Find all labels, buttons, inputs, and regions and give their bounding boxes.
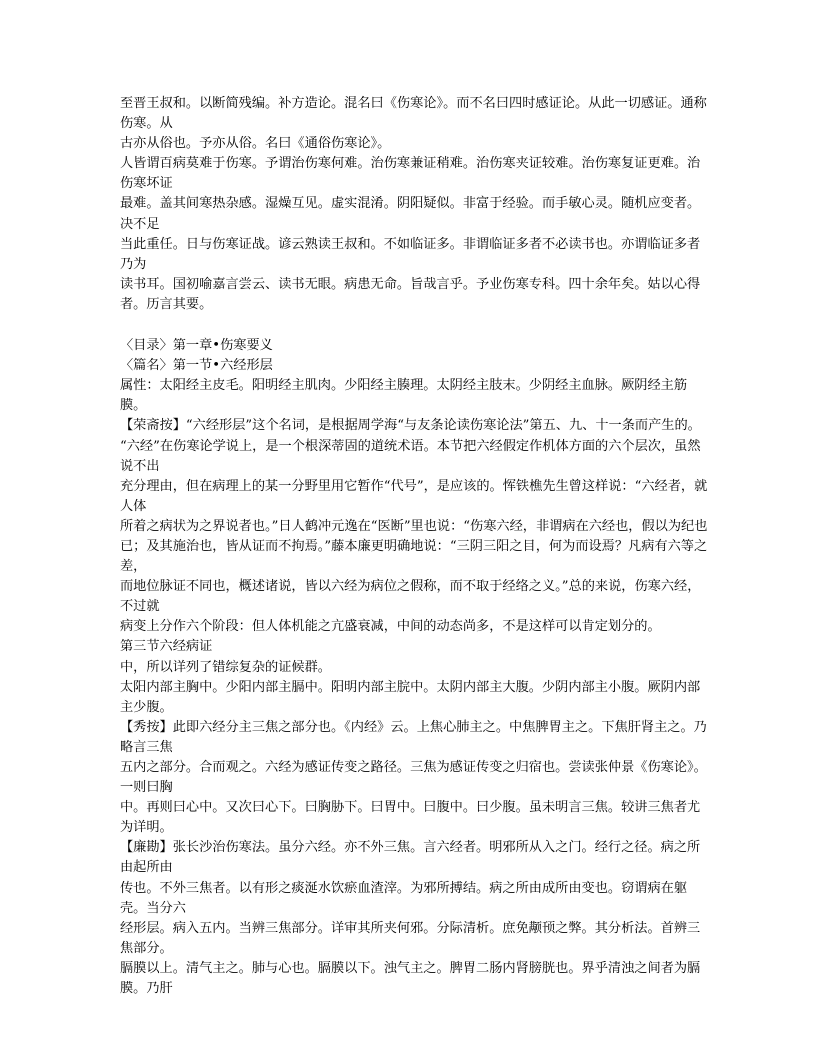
text-line: 而地位脉证不同也，概述诸说，皆以六经为病位之假称，而不取于经络之义。”总的来说，伤寒六经，不过就	[120, 579, 701, 615]
text-line: 【廉勘】张长沙治伤寒法。虽分六经。亦不外三焦。言六经者。明邪所从入之门。经行之径。病之所由起所由	[120, 840, 701, 876]
text-line: 人皆谓百病莫难于伤寒。予谓治伤寒何难。治伤寒兼证稍难。治伤寒夹证较难。治伤寒复证更难。治伤寒坏证	[120, 156, 701, 192]
text-line: 已；及其施治也，皆从证而不拘焉。”藤本廉更明确地说：“三阴三阳之目，何为而设焉？凡病有六等之差，	[120, 538, 708, 575]
text-line: 膈膜以上。清气主之。肺与心也。膈膜以下。浊气主之。脾胃二肠内肾膀胱也。界乎清浊之间者为膈膜。乃肝	[120, 960, 701, 997]
text-line: 经形层。病入五内。当辨三焦部分。详审其所夹何邪。分际清析。庶免颟顸之弊。其分析法。首辨三焦部分。	[120, 920, 701, 956]
text-line: 所着之病状为之界说者也。”日人鹤冲元逸在“医断”里也说：“伤寒六经，非谓病在六经也，假以为纪也	[120, 518, 708, 534]
section-gap	[120, 315, 710, 336]
text-line: 病变上分作六个阶段：但人体机能之亢盛衰减，中间的动态尚多，不是这样可以肯定划分的。	[120, 619, 661, 635]
text-line: 充分理由，但在病理上的某一分野里用它暂作“代号”，是应该的。恽铁樵先生曾这样说：“六经者，就人体	[120, 478, 708, 514]
section-title-line: 〈篇名〉第一节•六经形层	[120, 358, 273, 374]
text-line: “六经”在伤寒论学说上，是一个根深蒂固的道统术语。本节把六经假定作机体方面的六个层次，虽然说不出	[120, 438, 701, 474]
text-line: 当此重任。日与伤寒证战。谚云熟读王叔和。不如临证多。非谓临证多者不必读书也。亦谓临证多者乃为	[120, 236, 701, 272]
text-line: 【秀按】此即六经分主三焦之部分也。《内经》云。上焦心肺主之。中焦脾胃主之。下焦肝肾主之。乃略言三焦	[120, 719, 707, 755]
document-page	[120, 94, 710, 999]
toc-line: 〈目录〉第一章•伤寒要义	[120, 338, 273, 354]
text-line: 五内之部分。合而观之。六经为感证传变之路径。三焦为感证传变之归宿也。尝读张仲景《伤寒论》。一则曰胸	[120, 760, 707, 796]
text-line: 中。再则曰心中。又次曰心下。曰胸胁下。曰胃中。曰腹中。曰少腹。虽未明言三焦。较讲三焦者尤为详明。	[120, 800, 701, 836]
text-line: 传也。不外三焦者。以有形之痰涎水饮瘀血渣滓。为邪所搏结。病之所由成所由变也。窃谓病在躯壳。当分六	[120, 880, 688, 916]
text-line: 读书耳。国初喻嘉言尝云、读书无眼。病患无命。旨哉言乎。予业伤寒专科。四十余年矣。姑以心得者。历言其要。	[120, 276, 701, 312]
text-line: 【荣斋按】“六经形层”这个名词，是根据周学海“与友条论读伤寒论法”第五、九、十一条而产生的。	[120, 418, 701, 434]
text-line: 最难。盖其间寒热杂感。湿燥互见。虚实混淆。阴阳疑似。非富于经验。而手敏心灵。随机应变者。决不足	[120, 196, 701, 232]
text-line: 中，所以详列了错综复杂的证候群。	[120, 659, 331, 675]
text-line: 属性：太阳经主皮毛。阳明经主肌肉。少阳经主腠理。太阴经主肢末。少阴经主血脉。厥阴经主筋膜。	[120, 378, 688, 414]
text-line: 古亦从俗也。予亦从俗。名曰《通俗伤寒论》。	[120, 136, 391, 152]
section-heading-line: 第三节六经病证	[120, 639, 213, 655]
text-line: 太阳内部主胸中。少阳内部主膈中。阳明内部主脘中。太阴内部主大腹。少阴内部主小腹。厥阴内部主少腹。	[120, 679, 701, 715]
text-line: 至晋王叔和。以断简残编。补方造论。混名曰《伤寒论》。而不名曰四时感证论。从此一切感证。通称伤寒。从	[120, 96, 707, 132]
